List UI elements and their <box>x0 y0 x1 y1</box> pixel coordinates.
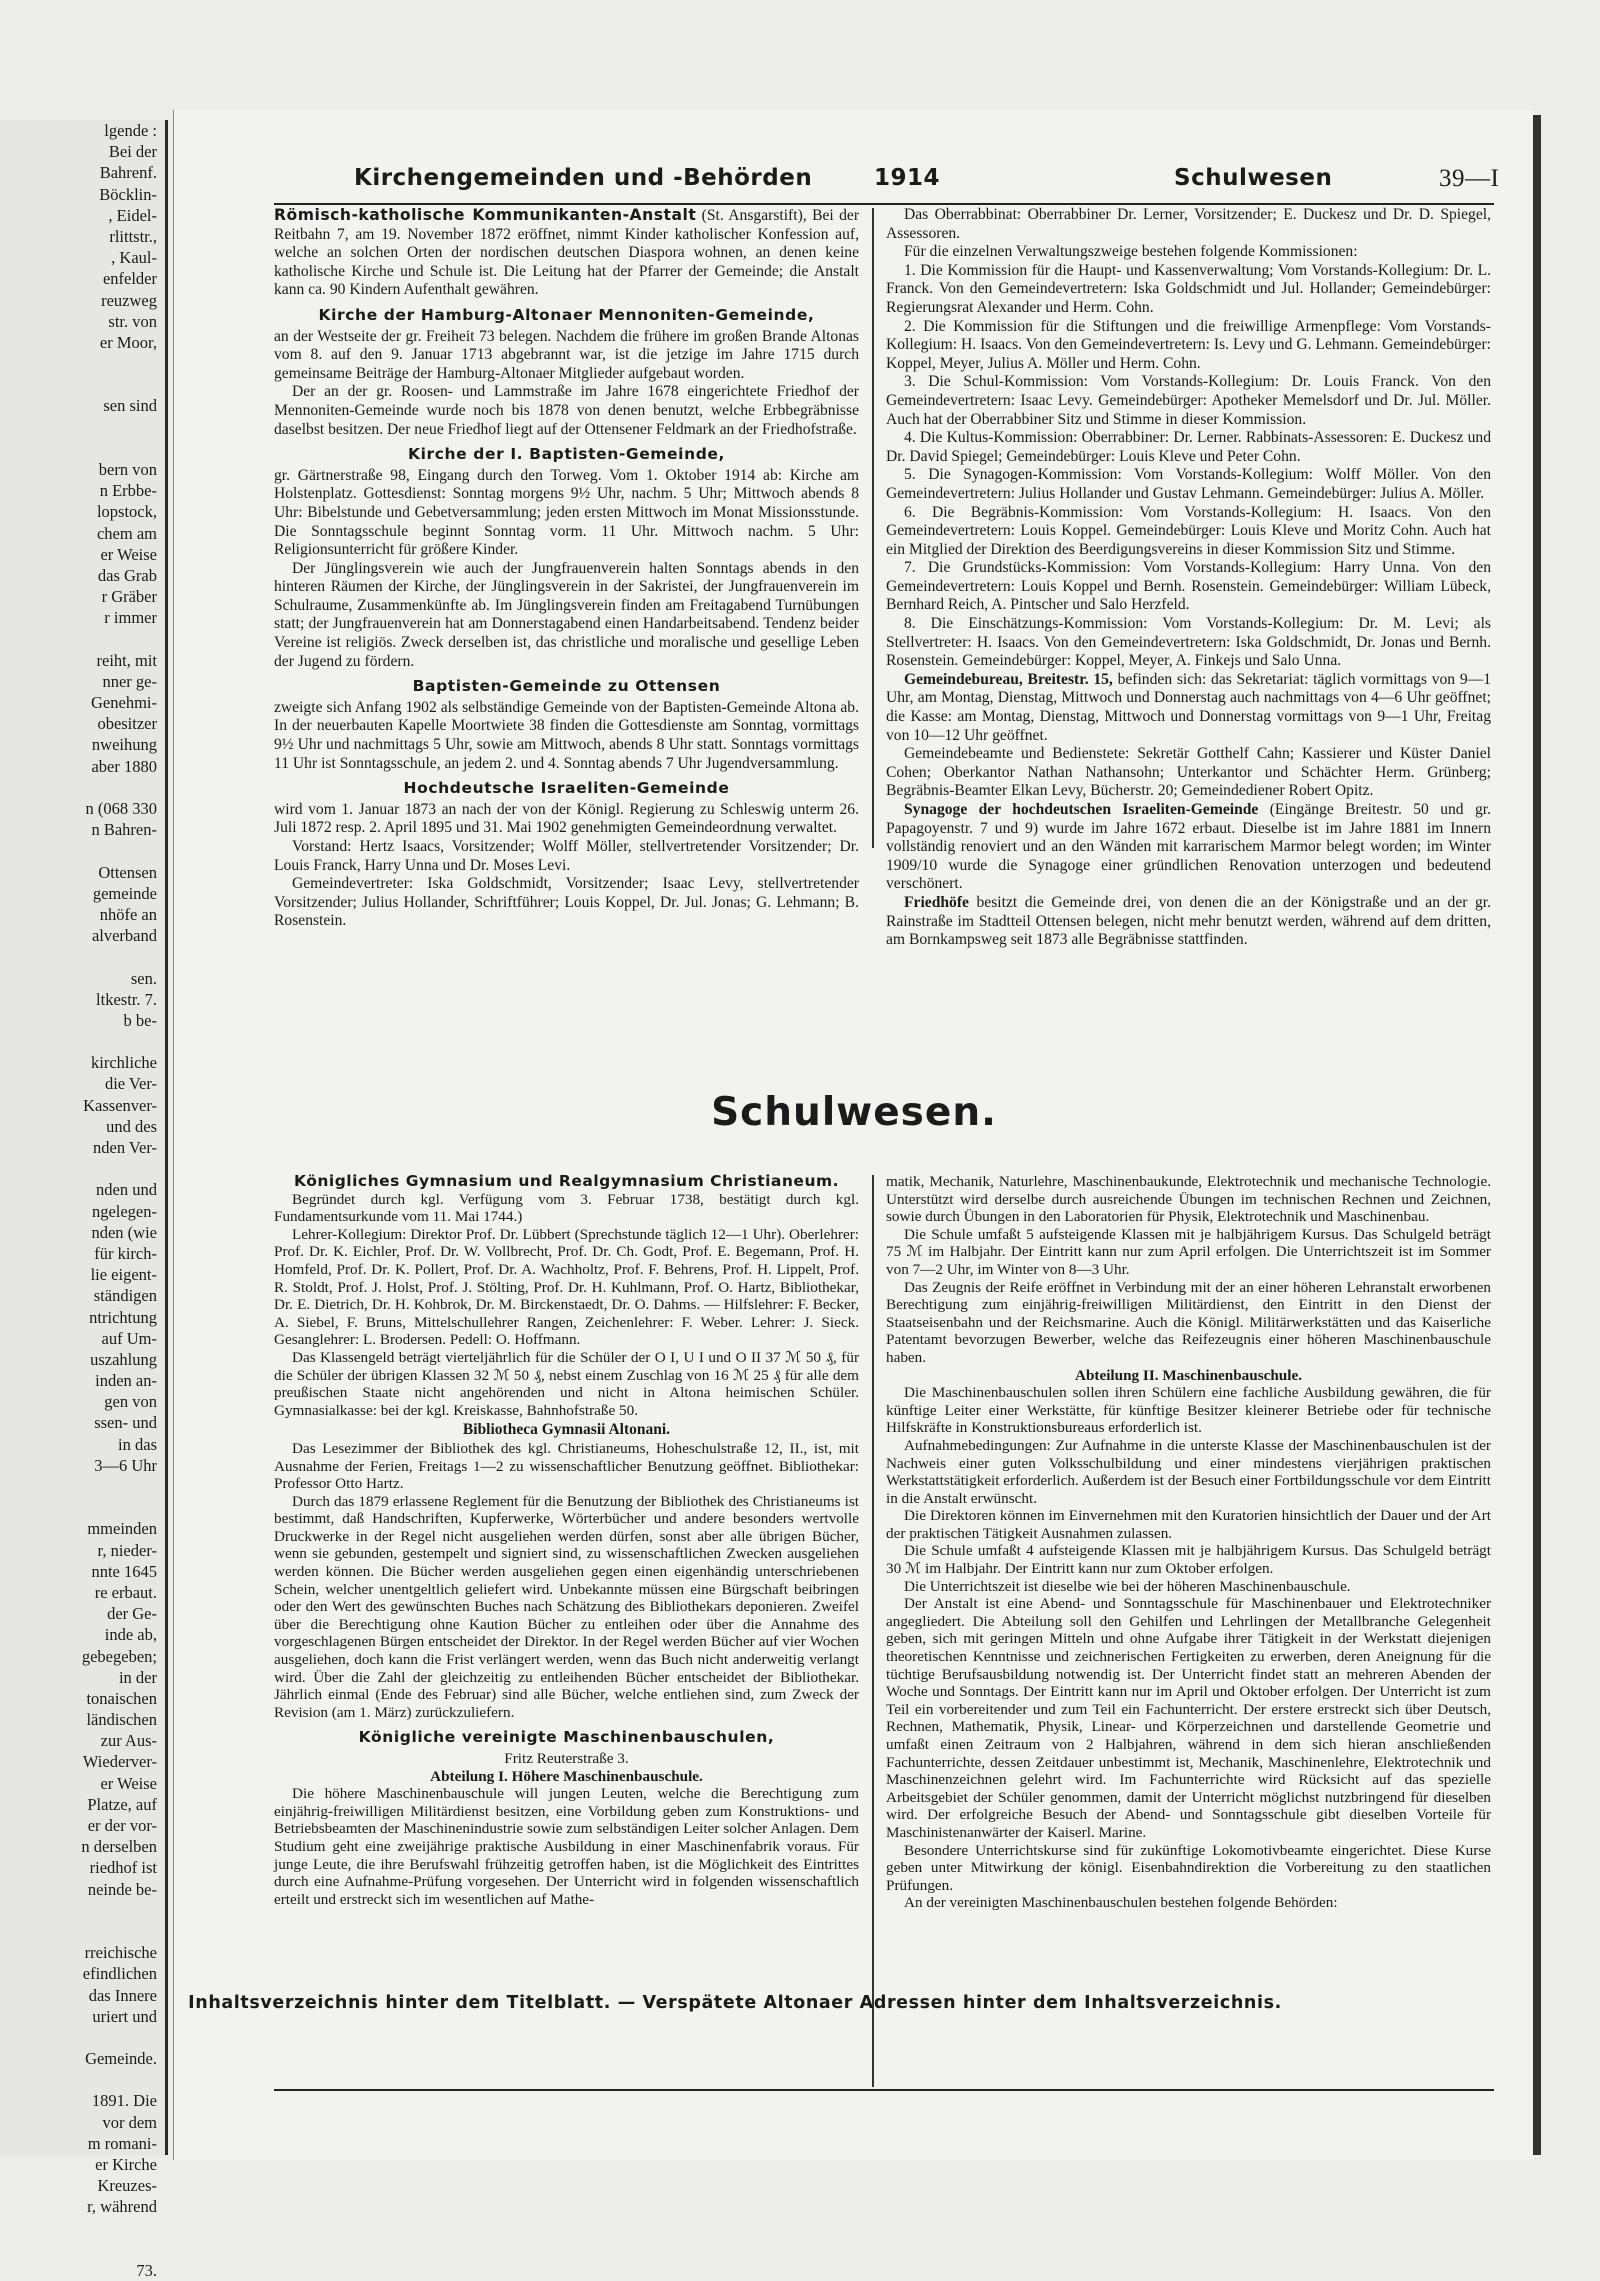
previous-page-line: str. von <box>108 311 157 331</box>
school-text-9: Der Anstalt ist eine Abend- und Sonntagsschule für Maschinenbauer und Elektrotechniker angegliedert. Die Abteilung soll den Gehilfen und Lehrlingen der Metallbranche Gelegenheit geben, sich mit geringen Mitteln und ohne Aufgabe ihrer Tätigkeit in der Werkstatt diejenigen theoretischen Kenntnisse und zeichnerischen Fertigkeiten zu erwerben, deren Aneignung für die tüchtige Berufsausbildung notwendig ist. Der Unterricht findet statt an mehreren Abenden der Woche und Sonntags. Der Eintritt kann nur im April und Oktober erfolgen. Der Unterricht ist zum Teil ein vorbereitender und zum Teil ein Fachunterricht. Der erstere erstreckt sich über Deutsch, Rechnen, Mathematik, Physik, Linear- und Körperzeichnen und darstellende Geometrie und umfaßt einen Zeitraum von 2 Halbjahren, während in dem sich hieran anschließenden Fachunterrichte, dessen Zeitdauer unbestimmt ist, Mechanik, Maschinenlehre, Elektrotechnik und Maschinenzeichnen gelehrt wird. Im Fachunterrichte wird Rücksicht auf das spezielle Arbeitsgebiet der Schüler genommen, damit der Unterricht möglichst nutzbringend für dieselben wird. Der erfolgreiche Besuch der Abend- und Sonntagsschule gibt dieselben Vorteile für Maschinistenanwärter der Kaiserl. Marine. <box>886 1595 1491 1841</box>
previous-page-line <box>0 1031 157 1052</box>
previous-page-line: r, während <box>87 2197 157 2217</box>
maschinenbauschulen-heading: Königliche vereinigte Maschinenbauschulen, <box>358 1728 775 1747</box>
previous-page-line: r immer <box>104 608 157 628</box>
header-year: 1914 <box>874 165 941 191</box>
previous-page-line <box>0 946 157 967</box>
previous-page-line: lopstock, <box>96 502 157 522</box>
previous-page-line: das Grab <box>97 565 157 585</box>
gymnasium-fees: Das Klassengeld beträgt vierteljährlich für die Schüler der O I, U I und O II 37 ℳ 50 ₰, für die Schüler der übrigen Klassen 32 ℳ 50 ₰, nebst einem Zuschlag von 16 ℳ 25 ₰ für alle dem preußischen Staate nicht angehörenden und nicht in Altona heimischen Schüler. Gymnasialkasse: bei der kgl. Kreiskasse, Bahnhofstraße 50. <box>274 1348 859 1419</box>
gemeindebeamte-text: Gemeindebeamte und Bedienstete: Sekretär Gotthelf Cahn; Kassierer und Küster Daniel Cohen; Oberkantor Nathan Nathansohn; Unterkantor und Schächter Herm. Grünberg; Begräbnis-Beamter Elkan Levy, Bücherstr. 20; Gemeindediener Robert Opitz. <box>886 745 1491 800</box>
bibliotheca-heading: Bibliotheca Gymnasii Altonani. <box>462 1421 671 1439</box>
gymnasium-founded: Begründet durch kgl. Verfügung vom 3. Februar 1738, bestätigt durch kgl. Fundamentsurkunde vom 11. Mai 1744.) <box>274 1190 859 1226</box>
previous-page-line <box>0 2027 157 2048</box>
previous-page-line: ngelegen- <box>91 1201 157 1221</box>
gemeindebureau-text: befinden sich: das Sekretariat: täglich vormittags von 9—1 Uhr, am Montag, Dienstag, Mittwoch und Donnerstag auch nachmittags von 4—6 Uhr geöffnet; die Kasse: am Montag, Dienstag, Mittwoch und Donnerstag vormittags von 9—1 Uhr, Freitag von 10—12 Uhr geöffnet. <box>886 670 1492 744</box>
oberrabbinat-text: Das Oberrabbinat: Oberrabbiner Dr. Lerner, Vorsitzender; E. Duckesz und Dr. D. Spiegel, Assessoren. <box>886 206 1491 242</box>
previous-page-line: Ottensen <box>98 862 157 882</box>
upper-right-column <box>886 206 1491 950</box>
friedhoefe-text: besitzt die Gemeinde drei, von denen die an der Königstraße und an der gr. Rainstraße im Stadtteil Ottensen belegen, nicht mehr benutzt werden, während auf dem dritten, am Bornkampsweg seit 1873 alle Begräbnisse stattfinden. <box>886 893 1491 949</box>
baptisten-ottensen-text: zweigte sich Anfang 1902 als selbständige Gemeinde von der Baptisten-Gemeinde Altona ab. In der neuerbauten Kapelle Moortwiete 38 finden die Gottesdienste am Sonntag, vormittags 9½ Uhr und nachmittags 5 Uhr, sowie am Mittwoch, abends 8 Uhr statt. Sonntags vormittags 11 Uhr ist Sonntagsschule, an jedem 2. und 4. Sonntag abends 7 Uhr Jugendversammlung. <box>274 698 859 772</box>
bibliotheca-text-1: Das Lesezimmer der Bibliothek des kgl. Christianeums, Hoheschulstraße 12, II., ist, mit Ausnahme der Ferien, Freitags 1—2 zu wissenschaftlicher Benutzung geöffnet. Bibliothekar: Professor Otto Hartz. <box>274 1439 859 1493</box>
baptisten-text-1: gr. Gärtnerstraße 98, Eingang durch den Torweg. Vom 1. Oktober 1914 ab: Kirche am Holstenplatz. Gottesdienst: Sonntag morgens 9½ Uhr, nachm. 5 Uhr; Mittwoch abends 8 Uhr: Bibelstunde und Gebetversammlung; jeden ersten Mittwoch im Monat Missionsstunde. Die Sonntagsschule beginnt Sonntag vorm. 11 Uhr. Mittwoch nachm. 5 Uhr: Religionsunterricht für größere Kinder. <box>274 466 859 559</box>
rk-title: Römisch-katholische Kommunikanten-Anstalt <box>274 206 697 224</box>
gymnasium-heading: Königliches Gymnasium und Realgymnasium Christianeum. <box>293 1172 840 1190</box>
previous-page-line: tonaischen <box>86 1688 157 1708</box>
previous-page-line: n Erbbe- <box>99 481 157 501</box>
previous-page-line: r Gräber <box>101 587 157 607</box>
previous-page-line: enfelder <box>102 269 157 289</box>
previous-page-line: , Eidel- <box>108 205 157 225</box>
previous-page-line: Kreuzes- <box>97 2176 157 2196</box>
header-rule <box>274 203 1494 205</box>
lower-column-divider <box>872 1175 874 2087</box>
previous-page-line: der Ge- <box>107 1604 157 1624</box>
previous-page-line: reiht, mit <box>96 650 157 670</box>
previous-page-line: für kirch- <box>94 1243 157 1263</box>
school-text-2: Die Schule umfaßt 5 aufsteigende Klassen mit je halbjährigem Kursus. Das Schulgeld beträgt 75 ℳ im Halbjahr. Der Eintritt kann nur zum April erfolgen. Die Unterrichtszeit ist im Sommer von 7—2 Uhr, im Winter von 8—3 Uhr. <box>886 1225 1491 1278</box>
previous-page-line: uriert und <box>92 2006 157 2026</box>
maschinenbauschulen-address: Fritz Reuterstraße 3. <box>504 1750 629 1767</box>
previous-page-line <box>0 840 157 861</box>
previous-page-line: er Weise <box>100 544 157 564</box>
gemeindebureau-label: Gemeindebureau, Breitestr. 15, <box>904 670 1113 688</box>
previous-page-line: n derselben <box>81 1837 157 1857</box>
previous-page-line <box>0 1476 157 1497</box>
previous-page-line: kirchliche <box>91 1053 157 1073</box>
previous-page-text <box>0 120 165 2281</box>
previous-page-line <box>0 2069 157 2090</box>
previous-page-line: m romani- <box>87 2133 157 2153</box>
previous-page-line: aber 1880 <box>91 756 157 776</box>
previous-page-line: rlittstr., <box>109 226 157 246</box>
previous-page-line: r, nieder- <box>97 1540 157 1560</box>
kommission-3: 3. Die Schul-Kommission: Vom Vorstands-Kollegium: Dr. Louis Franck. Von den Gemeindevertretern: Isaac Levy. Gemeindebürger: Apotheker Memelsdorf und Dr. Jul. Möller. Auch hat der Oberrabbiner Sitz und Stimme in dieser Kommission. <box>886 373 1491 428</box>
previous-page-line: er Moor, <box>99 332 157 352</box>
header-left: Kirchengemeinden und -Behörden <box>354 165 813 191</box>
previous-page-line: nnte 1645 <box>91 1561 157 1581</box>
previous-page-line: sen. <box>130 968 157 988</box>
synagoge-text: (Eingänge Breitestr. 50 und gr. Papagoyenstr. 7 und 9) wurde im Jahre 1672 erbaut. Dieselbe ist im Jahre 1881 im Innern vollständig renoviert und an den Wänden mit karrarischem Marmor belegt worden; im Winter 1909/10 wurde die Synagoge einer gründlichen Renovation unterzogen und bedeutend verschönert. <box>886 801 1491 893</box>
previous-page-line: nden Ver- <box>93 1138 157 1157</box>
school-text-1: matik, Mechanik, Naturlehre, Maschinenbaukunde, Elektrotechnik und mechanische Technologie. Unterstützt wird derselbe durch ausreichende Übungen im technischen Rechnen und Zeichnen, sowie durch Übungen in den Laboratorien für Physik, Elektrotechnik und Maschinenbau. <box>886 1173 1491 1226</box>
previous-page-line: Bei der <box>108 142 157 162</box>
previous-page-line: ssen- und <box>94 1413 157 1433</box>
lower-right-column <box>886 1173 1491 1912</box>
previous-page-line <box>0 2239 157 2260</box>
previous-page-line: das Innere <box>88 1985 157 2005</box>
lower-left-column <box>274 1173 859 1908</box>
abteilung-1-heading: Abteilung I. Höhere Maschinenbauschule. <box>430 1767 703 1785</box>
previous-page-line: n (068 330 <box>85 799 157 818</box>
previous-page-line: inde ab, <box>104 1625 157 1645</box>
kommission-8: 8. Die Einschätzungs-Kommission: Vom Vorstands-Kollegium: Dr. M. Levi; als Stellvertreter: H. Isaacs. Von den Gemeindevertretern: Iska Goldschmidt, Dr. Jonas und Bernh. Rosenstein. Gemeindebürger: Koppel, Meyer, A. Finkejs und Salo Unna. <box>886 615 1491 670</box>
previous-page-line <box>0 438 157 459</box>
section-title: Schulwesen. <box>711 1090 997 1135</box>
previous-page-line: Böcklin- <box>99 184 157 204</box>
previous-page-line <box>0 1158 157 1179</box>
previous-page-line: mmeinden <box>87 1519 157 1539</box>
previous-page-line: er Weise <box>100 1773 157 1793</box>
previous-page-line: ltkestr. 7. <box>96 989 157 1009</box>
previous-page-line: nner ge- <box>102 671 157 691</box>
previous-page-line: 1891. Die <box>91 2091 157 2111</box>
baptisten-heading: Kirche der I. Baptisten-Gemeinde, <box>407 445 726 464</box>
maschinenbauschule-text: Die höhere Maschinenbauschule will jungen Leuten, welche die Berechtigung zum einjährig-freiwilligen Militärdienst besitzen, eine Vorbildung geben zum Konstruktions- und Betriebsbeamten der Maschinenindustrie sowie zum selbständigen Leiter solcher Anlagen. Dem Studium geht eine zweijährige praktische Ausbildung in einer Maschinenfabrik voraus. Für junge Leute, die ihre Berufswahl frühzeitig getroffen haben, ist die Möglichkeit des Eintrittes durch eine Aufnahme-Prüfung vorgesehen. Der Unterricht wird in folgenden wissenschaftlich erteilt und erstreckt sich im wesentlichen auf Mathe- <box>274 1785 859 1908</box>
school-text-8: Die Unterrichtszeit ist dieselbe wie bei der höheren Maschinenbauschule. <box>904 1577 1351 1595</box>
israeliten-text-1: wird vom 1. Januar 1873 an nach der von der Königl. Regierung zu Schleswig unterm 26. Juli 1872 resp. 2. April 1895 und 31. Mai 1902 genehmigten Gemeindeordnung verwaltet. <box>274 800 859 837</box>
previous-page-line: n Bahren- <box>91 820 157 840</box>
previous-page-line: ntrichtung <box>89 1307 157 1327</box>
mennoniten-text-1: an der Westseite der gr. Freiheit 73 belegen. Nachdem die frühere im großen Brande Altonas vom 8. auf den 9. Januar 1713 abgebrannt war, ist die jetzige im Jahre 1715 durch gemeinsame Beiträge der Hamburg-Altonaer Mitglieder aufgebaut worden. <box>274 327 859 382</box>
israeliten-heading: Hochdeutsche Israeliten-Gemeinde <box>403 779 730 798</box>
previous-page-line: reuzweg <box>101 290 157 310</box>
friedhoefe-paragraph <box>886 894 1491 950</box>
upper-column-divider <box>872 208 874 848</box>
previous-page-line: neinde be- <box>87 1879 157 1899</box>
previous-page-line <box>0 1497 157 1518</box>
previous-page-line <box>0 417 157 438</box>
running-header <box>174 165 1534 205</box>
previous-page-line: chem am <box>96 523 157 543</box>
previous-page-line: Gemeinde. <box>85 2049 157 2069</box>
rk-suffix: (St. Ansgarstift), <box>696 207 807 224</box>
document-page <box>173 110 1534 2160</box>
previous-page-line: zur Aus- <box>100 1731 157 1751</box>
footer-rule <box>274 2089 1494 2091</box>
page-edge-shadow <box>1533 115 1541 2155</box>
previous-page-line: auf Um- <box>101 1328 157 1348</box>
previous-page-line: inden an- <box>95 1371 157 1391</box>
previous-page-fragment <box>0 120 168 2280</box>
school-text-7: Die Schule umfaßt 4 aufsteigende Klassen mit je halbjährigem Kursus. Das Schulgeld beträgt 30 ℳ im Halbjahr. Der Eintritt kann nur zum Oktober erfolgen. <box>886 1542 1491 1578</box>
previous-page-line <box>0 353 157 374</box>
previous-page-line: er der vor- <box>87 1816 157 1835</box>
mennoniten-heading: Kirche der Hamburg-Altonaer Mennoniten-Gemeinde, <box>318 305 815 324</box>
previous-page-line: die Ver- <box>104 1074 157 1094</box>
previous-page-line: Platze, auf <box>87 1794 157 1814</box>
previous-page-line: sen sind <box>103 396 157 416</box>
school-text-4: Die Maschinenbauschulen sollen ihren Schülern eine fachliche Ausbildung gewähren, die für künftige Leiter einer Werkstätte, für künftige Besitzer kleinerer Betriebe oder für technische Hilfskräfte in Konstruktionsbureaus erforderlich ist. <box>886 1384 1491 1437</box>
abteilung-2-heading: Abteilung II. Maschinenbauschule. <box>1074 1366 1303 1384</box>
kommission-2: 2. Die Kommission für die Stiftungen und die freiwillige Armenpflege: Vom Vorstands-Kollegium: H. Isaacs. Von den Gemeindevertretern: Is. Levy und G. Lehmann. Gemeindebürger: Koppel, Meyer, Julius A. Möller und Herm. Cohn. <box>886 317 1491 372</box>
previous-page-line: gen von <box>104 1392 157 1412</box>
header-right: Schulwesen <box>1174 165 1333 191</box>
previous-page-line: ländischen <box>86 1710 157 1730</box>
page-number: 39—I <box>1439 165 1500 192</box>
previous-page-line: Genehmi- <box>91 693 157 713</box>
previous-page-line <box>0 777 157 798</box>
baptisten-text-2: Der Jünglingsverein wie auch der Jungfrauenverein halten Sonntags abends in den hinteren Räumen der Kirche, der Jünglingsverein in der Sakristei, der Jungfrauenverein im Schulraume, Zusammenkünfte ab. Im Jünglingsverein finden am Freitagabend Turnübungen statt; der Jungfrauenverein hat am Donnerstagabend einen Handarbeitsabend. Tendenz beider Vereine ist religiös. Zweck derselben ist, das christliche und moralische und gesellige Leben der Jugend zu fördern. <box>274 559 859 670</box>
previous-page-line: uszahlung <box>90 1349 157 1369</box>
kommission-5: 5. Die Synagogen-Kommission: Vom Vorstands-Kollegium: Wolff Möller. Von den Gemeindevertretern: Julius Hollander und Gustav Lehmann. Gemeindebürger: Julius A. Möller. <box>886 466 1491 502</box>
school-text-3: Das Zeugnis der Reife eröffnet in Verbindung mit der an einer höheren Lehranstalt erworbenen Berechtigung zum einjährig-freiwilligen Militärdienst, den Eintritt in den Dienst der Staatseisenbahn und der Reichsmarine. Auch die Königl. Militärwerkstätten und das Kaiserliche Patentamt bevorzugen Bewerber, welche das Reifezeugnis einer höheren Maschinenbauschule haben. <box>886 1278 1491 1366</box>
synagoge-paragraph <box>886 801 1491 894</box>
previous-page-line: in der <box>118 1667 157 1687</box>
school-text-6: Die Direktoren können im Einvernehmen mit den Kuratorien hinsichtlich der Dauer und der Art der praktischen Tätigkeit Ausnahmen zulassen. <box>886 1507 1491 1542</box>
previous-page-line <box>0 2218 157 2239</box>
previous-page-line: nhöfe an <box>99 904 157 924</box>
friedhoefe-label: Friedhöfe <box>904 893 969 911</box>
rk-paragraph <box>274 206 859 300</box>
previous-page-line: lgende : <box>104 121 157 140</box>
kommissionen-intro: Für die einzelnen Verwaltungszweige bestehen folgende Kommissionen: <box>904 243 1358 261</box>
baptisten-ottensen-heading: Baptisten-Gemeinde zu Ottensen <box>412 677 721 696</box>
previous-page-line: rreichische <box>84 1943 157 1963</box>
previous-page-line: riedhof ist <box>89 1858 157 1878</box>
rk-text: Bei der Reitbahn 7, am 19. November 1872 eröffnet, nimmt Kinder katholischer Konfession auf, welche an solchen Orten der nordischen deutschen Diaspora wohnen, an denen keine katholische Kirche und Schule ist. Die Leitung hat der Pfarrer der Gemeinde; die Anstalt kann ca. 90 Kindern Aufenthalt gewähren. <box>274 207 860 299</box>
previous-page-line: nden (wie <box>91 1222 157 1242</box>
previous-page-line: er Kirche <box>95 2155 157 2174</box>
previous-page-line: bern von <box>98 460 157 479</box>
previous-page-line <box>0 1921 157 1942</box>
previous-page-line: alverband <box>91 926 157 946</box>
previous-page-line: vor dem <box>102 2112 157 2132</box>
previous-page-line: Wiederver- <box>82 1752 157 1772</box>
previous-page-line: in das <box>118 1434 157 1454</box>
previous-page-line: Bahrenf. <box>99 163 157 183</box>
previous-page-line: und des <box>106 1116 157 1136</box>
previous-page-line <box>0 1900 157 1921</box>
previous-page-line: gemeinde <box>92 883 157 903</box>
previous-page-line <box>0 374 157 395</box>
upper-left-column <box>274 206 859 931</box>
kommission-6: 6. Die Begräbnis-Kommission: Vom Vorstands-Kollegium: H. Isaacs. Von den Gemeindevertretern: Louis Koppel. Gemeindebürger: Louis Kleve und Moritz Cohn. Auch hat ein Mitglied der Direktion des Beerdigungsvereins in dieser Kommission Sitz und Stimme. <box>886 503 1491 558</box>
previous-page-line <box>0 629 157 650</box>
previous-page-line: nweihung <box>91 735 157 755</box>
school-text-11: An der vereinigten Maschinenbauschulen bestehen folgende Behörden: <box>904 1894 1338 1912</box>
previous-page-line: ständigen <box>93 1286 157 1306</box>
previous-page-line: nden und <box>96 1180 157 1200</box>
previous-page-line: gebegeben; <box>81 1646 157 1666</box>
previous-page-line: b be- <box>123 1010 157 1030</box>
bibliotheca-text-2: Durch das 1879 erlassene Reglement für die Benutzung der Bibliothek des Christianeums ist bestimmt, daß Handschriften, Kupferwerke, Wörterbücher und andere besonders wertvolle Druckwerke in der Regel nicht ausgeliehen werden dürfen, sonst aber alle übrigen Bücher, wenn sie gebunden, gestempelt und signiert sind, zu wissenschaftlichen Zwecken ausgeliehen werden können. Die Bücher werden ausgeliehen gegen einen eigenhändig unterschriebenen Schein, welcher unentgeltlich geliefert wird. Unbekannte müssen eine Bürgschaft beibringen oder den Wert des gewünschten Buches nach Schätzung des Bibliothekars deponieren. Zweifel über die Berechtigung ohne Kaution Bücher zu entleihen oder über die Annahme des vorgeschlagenen Bürgen entscheidet der Direktor. In der Regel werden Bücher auf vier Wochen ausgeliehen, doch kann die Frist verlängert werden, wenn das Buch nicht anderweitig verlangt wird. Über die Zahl der gleichzeitig zu entleihenden Bücher entscheidet der Bibliothekar. Jährlich einmal (Ende des Februar) sind alle Bücher, welche entliehen sind, zum Zweck der Revision (am 1. März) zurückzuliefern. <box>274 1492 859 1721</box>
gemeindebureau-paragraph <box>886 671 1491 745</box>
school-text-5: Aufnahmebedingungen: Zur Aufnahme in die unterste Klasse der Maschinenbauschulen ist der Nachweis einer guten Volksschulbildung und einer mindestens vierjährigen praktischen Werkstattstätigkeit erforderlich. Außerdem ist der Besuch einer Fortbildungsschule vor dem Eintritt in die Anstalt erwünscht. <box>886 1436 1491 1507</box>
school-text-10: Besondere Unterrichtskurse sind für zukünftige Lokomotivbeamte eingerichtet. Diese Kurse geben unter Mitwirkung der königl. Eisenbahndirektion die Vorbereitung zu den staatlichen Prüfungen. <box>886 1841 1491 1894</box>
previous-page-line: 3—6 Uhr <box>94 1455 157 1475</box>
footer-note: Inhaltsverzeichnis hinter dem Titelblatt. — Verspätete Altonaer Adressen hinter dem Inhaltsverzeichnis. <box>188 1993 1282 2013</box>
previous-page-line: , Kaul- <box>111 248 157 268</box>
synagoge-label: Synagoge der hochdeutschen Israeliten-Gemeinde <box>904 801 1259 818</box>
previous-page-line: Kassenver- <box>83 1095 157 1115</box>
previous-page-line: lie eigent- <box>90 1265 157 1285</box>
mennoniten-text-2: Der an der gr. Roosen- und Lammstraße im Jahre 1678 eingerichtete Friedhof der Mennoniten-Gemeinde wurde noch bis 1878 von denen benutzt, welche Erbbegräbnisse daselbst besitzen. Der neue Friedhof liegt auf der Ottensener Feldmark an der Friedhofstraße. <box>274 383 859 438</box>
previous-page-line: 73. <box>136 2260 157 2280</box>
israeliten-text-3: Gemeindevertreter: Iska Goldschmidt, Vorsitzender; Isaac Levy, stellvertretender Vorsitzender; Julius Hollander, Schriftführer; Louis Koppel, Dr. Jul. Jonas; G. Lehmann; B. Rosenstein. <box>274 875 859 930</box>
previous-page-line: obesitzer <box>97 714 157 734</box>
previous-page-line: efindlichen <box>82 1964 157 1984</box>
kommission-7: 7. Die Grundstücks-Kommission: Vom Vorstands-Kollegium: Harry Unna. Von den Gemeindevertretern: Louis Koppel und Bernh. Rosenstein. Gemeindebürger: William Lübeck, Bernhard Reich, A. Pintscher und Salo Herzfeld. <box>886 559 1491 614</box>
kommission-4: 4. Die Kultus-Kommission: Oberrabbiner: Dr. Lerner. Rabbinats-Assessoren: E. Duckesz und Dr. David Spiegel; Gemeindebürger: Louis Kleve und Peter Cohn. <box>886 429 1491 465</box>
previous-page-line: re erbaut. <box>94 1582 157 1602</box>
israeliten-text-2: Vorstand: Hertz Isaacs, Vorsitzender; Wolff Möller, stellvertretender Vorsitzender; Dr. Louis Franck, Harry Unna und Dr. Moses Levi. <box>274 838 859 874</box>
gymnasium-staff: Lehrer-Kollegium: Direktor Prof. Dr. Lübbert (Sprechstunde täglich 12—1 Uhr). Oberlehrer: Prof. Dr. K. Eichler, Prof. Dr. W. Vollbrecht, Prof. Dr. Ch. Godt, Prof. E. Begemann, Prof. H. Homfeld, Prof. Dr. K. Pollert, Prof. Dr. A. Wachholtz, Prof. F. Behrens, Prof. H. Lippelt, Prof. R. Stoldt, Prof. J. Holst, Prof. J. Stölting, Prof. Dr. H. Kuhlmann, Prof. O. Hartz, Bibliothekar, Dr. E. Dietrich, Dr. H. Kohbrok, Dr. M. Birckenstaedt, Dr. O. Dahms. — Hilfslehrer: F. Becker, A. Siebel, F. Bruns, Mittelschullehrer Rangen, Zeichenlehrer: F. Weber. Lehrer: J. Sieck. Gesanglehrer: L. Brodersen. Pedell: O. Hoffmann. <box>274 1225 859 1349</box>
kommission-1: 1. Die Kommission für die Haupt- und Kassenverwaltung; Vom Vorstands-Kollegium: Dr. L. Franck. Von den Gemeindevertretern: Iska Goldschmidt und Jul. Hollander; Gemeindebürger: Regierungsrat Alexander und Herm. Cohn. <box>886 261 1491 316</box>
